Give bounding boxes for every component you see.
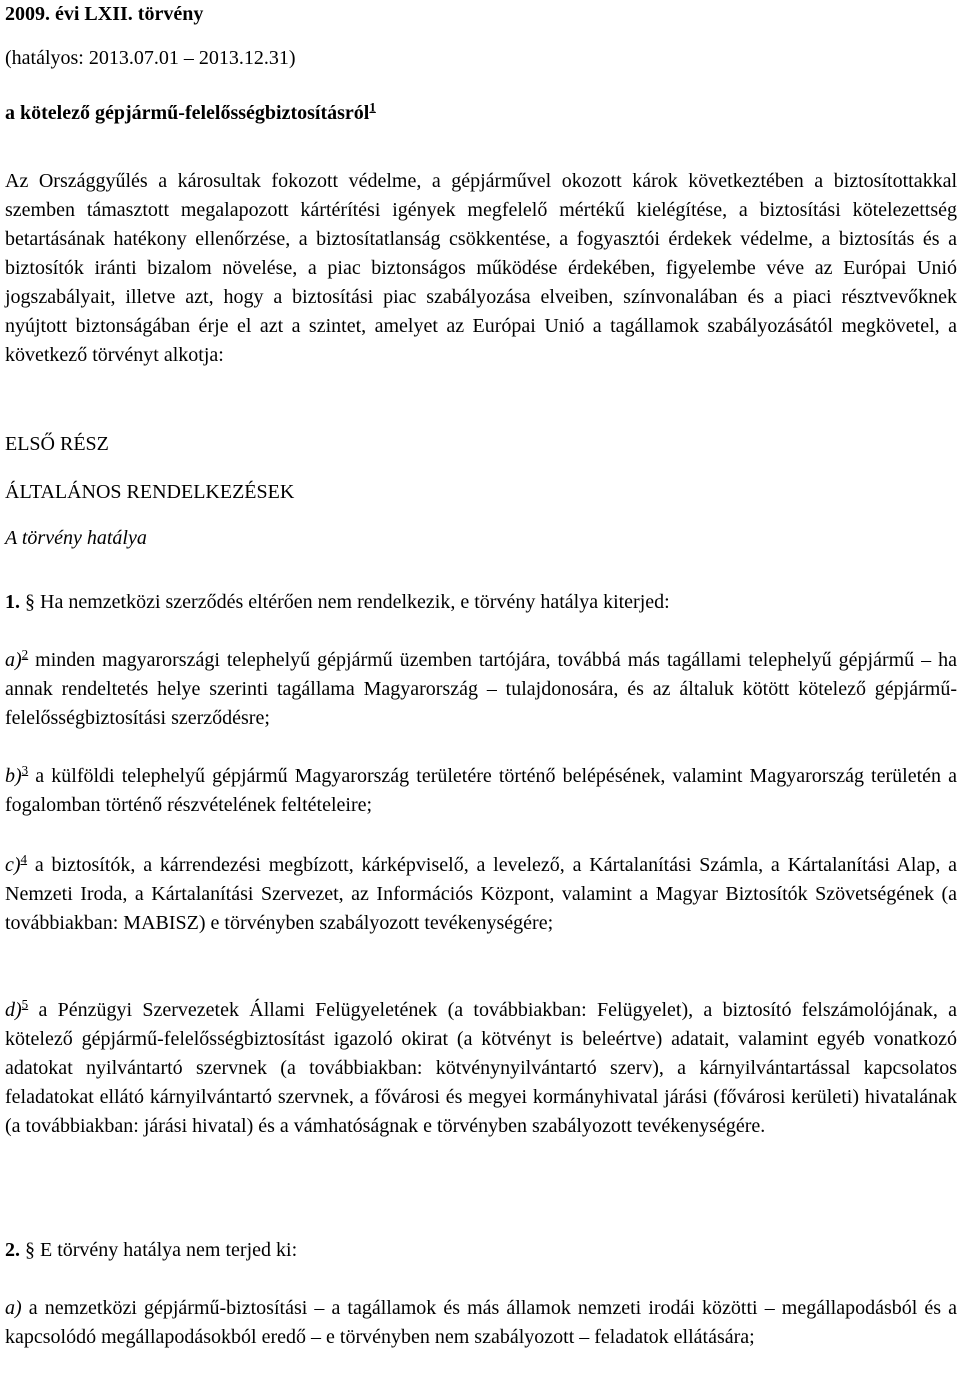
point-2-a (5, 1294, 957, 1352)
law-title: 2009. évi LXII. törvény (5, 3, 204, 25)
chapter-title: A törvény hatálya (5, 527, 147, 549)
point-text: a nemzetközi gépjármű-biztosítási – a tagállamok és más államok nemzeti irodái közötti – megállapodásból és a kapcsolódó megállapodásokból eredő – e törvényben nem szabályozott – feladatok ellátására; (5, 1297, 958, 1348)
point-1-c (5, 851, 957, 938)
section-number: 2. (5, 1239, 20, 1261)
part-title: ELSŐ RÉSZ (5, 433, 109, 455)
point-1-b (5, 762, 957, 820)
section-sign: § (25, 1239, 35, 1261)
subject-text: a kötelező gépjármű-felelősségbiztosításról (5, 102, 370, 124)
point-letter: b) (5, 765, 22, 787)
section-1 (5, 588, 957, 617)
footnote-ref-4[interactable] (21, 851, 28, 866)
section-text: E törvény hatálya nem terjed ki: (40, 1239, 298, 1261)
point-letter: a) (5, 1297, 22, 1319)
validity-period: (hatályos: 2013.07.01 – 2013.12.31) (5, 47, 296, 69)
footnote-ref-3[interactable] (22, 762, 29, 777)
section-number: 1. (5, 591, 20, 613)
footnote-number[interactable]: 2 (21, 646, 29, 662)
point-text: a külföldi telephelyű gépjármű Magyarország területére történő belépésének, valamint Magyarország területén a fogalomban történő részvételének feltételeire; (5, 765, 957, 816)
point-text: a biztosítók, a kárrendezési megbízott, kárképviselő, a levelező, a Kártalanítási Számla, a Kártalanítási Alap, a Nemzeti Iroda, a Kártalanítási Szervezet, az Információs Központ, valamint a Magyar Biztosítók Szövetségének (a továbbiakban: MABISZ) e törvényben szabályozott tevékenységére; (5, 854, 958, 934)
point-text: minden magyarországi telephelyű gépjármű üzemben tartójára, továbbá más tagállami telephelyű gépjármű – ha annak rendeltetés helye szerinti tagállama Magyarország – tulajdonosára, és az általuk kötött kötelező gépjármű-felelősségbiztosítási szerződésre; (5, 649, 958, 729)
point-letter: c) (5, 854, 21, 876)
point-letter: a) (5, 649, 22, 671)
section-sign: § (25, 591, 35, 613)
footnote-number[interactable]: 3 (21, 762, 29, 778)
footnote-ref-1[interactable] (369, 99, 376, 114)
footnote-number[interactable]: 4 (20, 851, 28, 867)
section-2 (5, 1236, 957, 1265)
footnote-ref-2[interactable] (22, 646, 29, 661)
preamble: Az Országgyűlés a károsultak fokozott védelme, a gépjárművel okozott károk következtében a biztosítottakkal szemben támasztott megalapozott kártérítési igények megfelelő mértékű kielégítése, a biztosítási kötelezettség betartásának hatékony ellenőrzése, a biztosítatlanság csökkentése, a fogyasztói érdekek védelme, a biztosítás és a biztosítók iránti bizalom növelése, a piac biztonságos működése érdekében, figyelembe véve az Európai Unió jogszabályait, illetve azt, hogy a biztosítási piac szabályozása elveiben, színvonalában és a piaci résztvevőknek nyújtott biztonságában érje el azt a szintet, amelyet az Európai Unió a tagállamok szabályozásától megkövetel, a következő törvényt alkotja: (5, 170, 957, 366)
section-text: Ha nemzetközi szerződés eltérően nem rendelkezik, e törvény hatálya kiterjed: (40, 591, 670, 613)
point-letter: d) (5, 999, 22, 1021)
law-subject (5, 99, 376, 128)
point-1-d (5, 996, 957, 1141)
footnote-number[interactable]: 5 (21, 996, 29, 1012)
point-1-a (5, 646, 957, 733)
footnote-number[interactable]: 1 (369, 99, 376, 115)
point-text: a Pénzügyi Szervezetek Állami Felügyeletének (a továbbiakban: Felügyelet), a biztosító felszámolójának, a kötelező gépjármű-felelősségbiztosítást igazoló okirat (a kötvényt is beleértve) adatait, valamint egyéb vonatkozó adatokat nyilvántartó szervnek (a továbbiakban: kötvénynyilvántartó szerv), a kárnyilvántartással kapcsolatos feladatokat ellátó kárnyilvántartó szervnek, a fővárosi és megyei kormányhivatal járási (fővárosi kerületi) hivatalának (a továbbiakban: járási hivatal) és a vámhatóságnak e törvényben szabályozott tevékenységére. (5, 999, 957, 1137)
part-heading: ÁLTALÁNOS RENDELKEZÉSEK (5, 481, 295, 503)
footnote-ref-5[interactable] (22, 996, 29, 1011)
